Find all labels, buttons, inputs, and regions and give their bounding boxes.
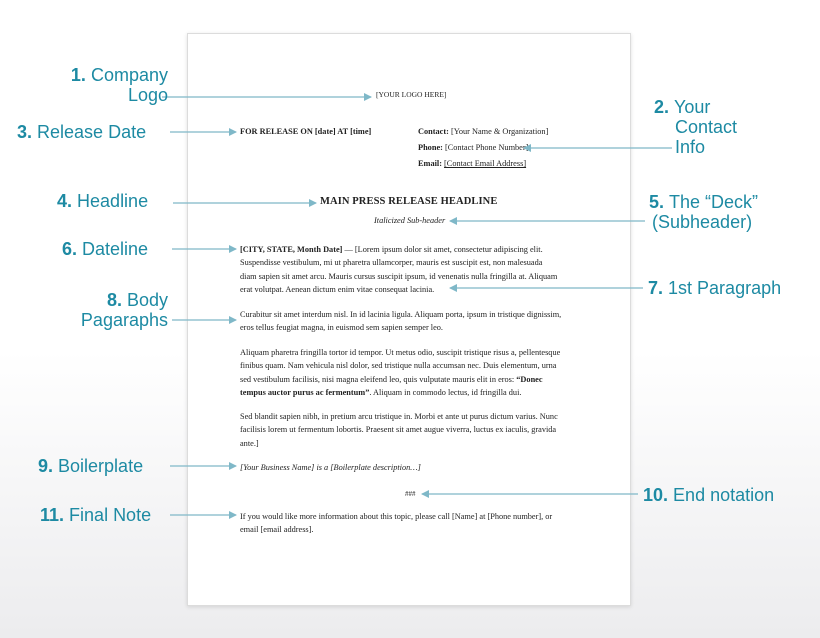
callout-contact-info xyxy=(654,97,737,157)
callout-11-number: 11. xyxy=(40,505,65,525)
callout-6-number: 6. xyxy=(62,239,78,259)
callout-3-label: Release Date xyxy=(37,122,147,142)
callout-6-label: Dateline xyxy=(82,239,149,259)
p4-line-2: facilisis lorem ut fermentum lobortis. Praesent sit amet augue viverra, luctus ex iaculis, gravida xyxy=(240,425,557,435)
callout-1-label-line-1: Company xyxy=(90,65,168,85)
callout-10-label: End notation xyxy=(673,485,775,505)
callout-9-number: 9. xyxy=(38,456,54,476)
callout-7-label: 1st Paragraph xyxy=(668,278,782,298)
p1-line-1: — [Lorem ipsum dolor sit amet, consectetur adipiscing elit. xyxy=(342,245,543,254)
p3-line-3-bold: “Donec xyxy=(516,374,543,384)
p1-line-3: diam sapien sit amet arcu. Mauris cursus suscipit ipsum, id venenatis nulla fringilla at. Aliquam xyxy=(240,271,558,281)
callout-2-label-line-3: Info xyxy=(675,137,706,157)
callout-11-label: Final Note xyxy=(69,505,152,525)
p1-line-4: erat volutpat. Aenean dictum enim vitae consequat lacinia. xyxy=(240,285,435,295)
callout-1-label-line-2: Logo xyxy=(127,85,168,105)
callout-2-label-line-2: Contact xyxy=(675,117,738,137)
p3-line-1: Aliquam pharetra fringilla tortor id tempor. Ut metus odio, suscipit tristique risus a, pellentesque xyxy=(240,348,561,357)
callout-headline xyxy=(57,191,148,211)
dateline: [CITY, STATE, Month Date] xyxy=(240,245,343,254)
release-date-line: FOR RELEASE ON [date] AT [time] xyxy=(240,127,372,136)
callout-3-number: 3. xyxy=(17,122,33,142)
callout-dateline xyxy=(62,239,148,259)
callout-4-label: Headline xyxy=(77,191,149,211)
phone-value: [Contact Phone Number] xyxy=(444,143,529,152)
p3-line-3: sed vestibulum facilisis, nisi magna eleifend leo, quis vulputate mauris elit in eros: xyxy=(240,374,517,384)
callout-deck xyxy=(649,192,758,232)
p2-line-1: Curabitur sit amet interdum nisl. In id lacinia ligula. Aliquam porta, ipsum in tristique dignissim, xyxy=(240,310,562,319)
callout-8-number: 8. xyxy=(106,290,122,310)
p3-line-2: finibus quam. Nam vehicula nisl dolor, sed tristique nulla accumsan nec. Duis elementum, urna xyxy=(240,361,557,371)
callout-10-number: 10. xyxy=(643,485,669,505)
callout-8-label-line-1: Body xyxy=(126,290,168,310)
callout-body-paragraphs xyxy=(56,290,168,330)
callout-1-number: 1. xyxy=(70,65,86,85)
callout-end-notation xyxy=(643,485,774,505)
callout-2-label-line-1: Your xyxy=(674,97,711,117)
p4-line-1: Sed blandit sapien nibh, in pretium arcu tristique in. Morbi et ante ut purus dictum varius. Nunc xyxy=(240,412,558,421)
email-value: [Contact Email Address] xyxy=(444,159,527,168)
callout-final-note xyxy=(40,505,151,525)
logo-placeholder: [YOUR LOGO HERE] xyxy=(376,90,447,99)
callout-first-paragraph xyxy=(648,278,781,298)
callout-release-date xyxy=(17,122,146,142)
phone-label: Phone: xyxy=(418,143,443,152)
email-label: Email: xyxy=(418,159,442,168)
callout-5-label-line-1: The “Deck” xyxy=(669,192,759,212)
callout-company-logo xyxy=(56,65,168,105)
callout-8-label-line-2: Pagaraphs xyxy=(80,310,168,330)
p2-line-2: eros tellus feugiat magna, in euismod sem sapien semper leo. xyxy=(240,323,443,333)
end-notation: ### xyxy=(405,490,416,498)
p3-line-4-bold: tempus auctor purus ac fermentum” xyxy=(240,388,370,398)
final-line-1: If you would like more information about this topic, please call [Name] at [Phone number], or xyxy=(240,512,553,521)
callout-5-label-line-2: (Subheader) xyxy=(652,212,753,232)
callout-7-number: 7. xyxy=(648,278,664,298)
contact-label: Contact: xyxy=(418,127,449,136)
final-line-2: email [email address]. xyxy=(240,525,314,535)
callout-boilerplate xyxy=(38,456,143,476)
p1-line-2: Suspendisse vestibulum, mi ut pharetra ullamcorper, mauris est suscipit est, non malesuada xyxy=(240,258,543,268)
subheader: Italicized Sub-header xyxy=(374,216,446,225)
callout-9-label: Boilerplate xyxy=(58,456,144,476)
boilerplate: [Your Business Name] is a [Boilerplate description…] xyxy=(240,463,421,472)
contact-value: [Your Name & Organization] xyxy=(450,127,549,136)
callout-2-number: 2. xyxy=(654,97,670,117)
p4-line-3: ante.] xyxy=(240,438,259,448)
callout-4-number: 4. xyxy=(57,191,73,211)
p3-line-4: . Aliquam in commodo lectus, id fringilla dui. xyxy=(369,388,522,398)
callout-5-number: 5. xyxy=(649,192,665,212)
headline: MAIN PRESS RELEASE HEADLINE xyxy=(320,196,498,207)
